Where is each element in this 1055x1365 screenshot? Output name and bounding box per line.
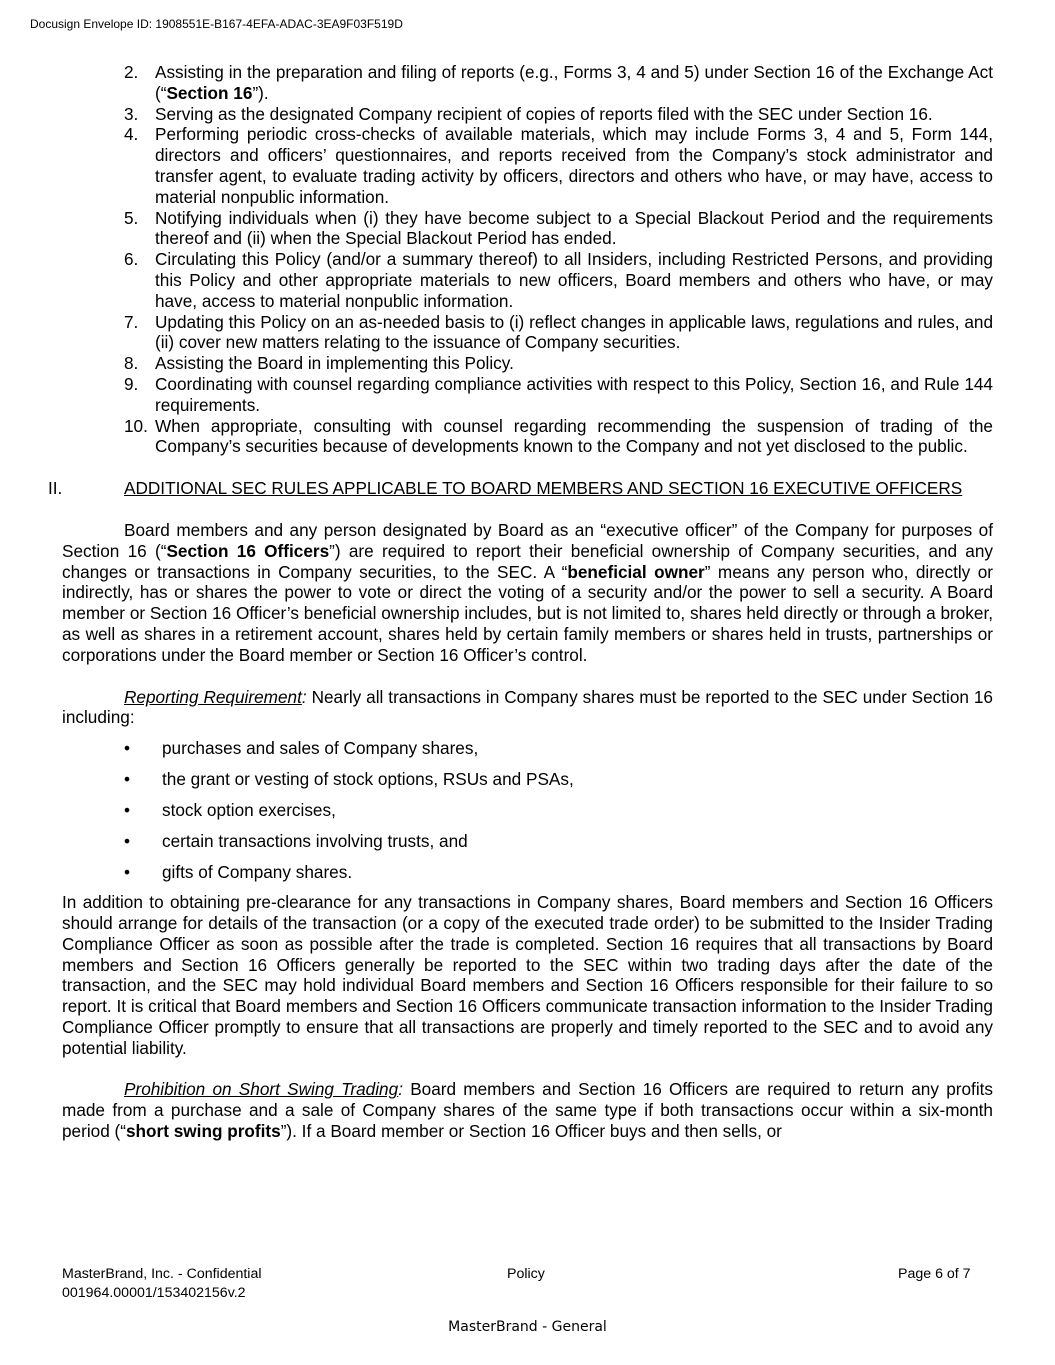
bullet-item <box>62 800 993 831</box>
bullet-icon: • <box>124 769 131 790</box>
bullet-item <box>62 769 993 800</box>
text-run: beneficial owner <box>567 561 705 582</box>
bullet-text: the grant or vesting of stock options, RSUs and PSAs, <box>162 769 574 790</box>
footer-doc-type: Policy <box>507 1266 545 1282</box>
numbered-item <box>124 373 993 416</box>
text-run: Circulating this Policy (and/or a summary thereof) to all Insiders, including Restricted Persons, and providing this Policy and other appropriate materials to new officers, Board members and others who have, or may have, access to material nonpublic information. <box>155 249 993 311</box>
bullet-item <box>62 738 993 769</box>
numbered-item <box>124 124 993 207</box>
footer-company: MasterBrand, Inc. - Confidential <box>62 1266 262 1282</box>
bullet-text: stock option exercises, <box>162 800 336 821</box>
text-run: ”) are required to report their beneficial ownership of Company securities, and any changes or transactions in Company securities, to the SEC. A “ <box>62 540 994 582</box>
bullet-text: certain transactions involving trusts, and <box>162 831 468 852</box>
footer-doc-number: 001964.00001/153402156v.2 <box>62 1285 246 1301</box>
item-number: 6. <box>124 249 139 270</box>
numbered-item <box>124 249 993 311</box>
text-run: : <box>301 686 307 707</box>
text-run: Nearly all transactions in Company shares must be reported to the SEC under Section 16 including: <box>62 686 993 728</box>
numbered-item <box>124 415 993 458</box>
bullet-item <box>62 831 993 862</box>
text-run: Assisting in the preparation and filing of reports (e.g., Forms 3, 4 and 5) under Section 16 of the Exchange Act (“ <box>155 62 993 103</box>
paragraph-reporting-requirement <box>62 687 993 729</box>
numbered-item <box>124 103 993 125</box>
paragraph-preclearance <box>62 892 993 1058</box>
numbered-item <box>124 311 993 354</box>
item-number: 7. <box>124 311 139 332</box>
bullet-list <box>62 738 993 893</box>
item-number: 10. <box>124 415 148 436</box>
text-run: Performing periodic cross-checks of available materials, which may include Forms 3, 4 and 5, Form 144, directors and officers’ questionnaires, and reports received from the Company’s stock administrator and transfer agent, to evaluate trading activity by officers, directors and others who have, or may have, access to material nonpublic information. <box>155 124 993 207</box>
text-run: Board members and any person designated by Board as an “executive officer” of the Company for purposes of Section 16 (“ <box>62 519 993 561</box>
text-run: Board members and Section 16 Officers are required to return any profits made from a purchase and a sale of Company shares of the same type if both transactions occur within a six-month period (“ <box>62 1079 994 1142</box>
numbered-item <box>124 207 993 250</box>
text-run: : <box>398 1079 403 1100</box>
item-number: 2. <box>124 62 139 82</box>
text-run: Reporting Requirement <box>124 686 302 707</box>
bullet-icon: • <box>124 862 131 883</box>
footer-page-number: Page 6 of 7 <box>898 1266 971 1282</box>
bullet-item <box>62 862 993 893</box>
bullet-text: gifts of Company shares. <box>162 862 353 883</box>
bullet-icon: • <box>124 831 131 852</box>
text-run: When appropriate, consulting with counsel regarding recommending the suspension of trading of the Company’s securities because of developments known to the Company and not yet disclosed to the public. <box>155 415 993 457</box>
page-footer <box>62 1265 993 1303</box>
document-body <box>48 62 994 1142</box>
text-run: Section 16 Officers <box>166 540 330 561</box>
section-title: ADDITIONAL SEC RULES APPLICABLE TO BOARD MEMBERS AND SECTION 16 EXECUTIVE OFFICERS <box>124 478 963 499</box>
numbered-list <box>62 62 993 457</box>
text-run: Serving as the designated Company recipient of copies of reports filed with the SEC under Section 16. <box>155 103 933 124</box>
item-number: 5. <box>124 207 139 228</box>
bullet-text: purchases and sales of Company shares, <box>162 738 479 759</box>
item-number: 8. <box>124 353 139 374</box>
paragraph-beneficial-ownership <box>62 520 993 666</box>
envelope-id: Docusign Envelope ID: 1908551E-B167-4EFA-ADAC-3EA9F03F519D <box>30 17 403 31</box>
text-run: ”). <box>252 82 269 103</box>
section-roman-numeral: II. <box>48 478 63 499</box>
numbered-item <box>124 353 993 374</box>
text-run: Section 16 <box>166 82 253 103</box>
text-run: In addition to obtaining pre-clearance for any transactions in Company shares, Board members and Section 16 Officers should arrange for details of the transaction (or a copy of the executed trade order) to be submitted to the Insider Trading Compliance Officer as soon as possible after the trade is completed. Section 16 requires that all transactions by Board members and Section 16 Officers generally be reported to the SEC within two trading days after the date of the transaction, and the SEC may hold individual Board members and Section 16 Officers responsible for their failure to so report. It is critical that Board members and Section 16 Officers communicate transaction information to the Insider Trading Compliance Officer promptly to ensure that all transactions are properly and timely reported to the SEC and to avoid any potential liability. <box>62 892 993 1058</box>
text-run: Notifying individuals when (i) they have become subject to a Special Blackout Period and the requirements thereof and (ii) when the Special Blackout Period has ended. <box>155 207 993 249</box>
text-run: ” means any person who, directly or indirectly, has or shares the power to vote or direct the voting of a security and/or the power to sell a security. A Board member or Section 16 Officer’s beneficial ownership includes, but is not limited to, shares held directly or through a broker, as well as shares in a retirement account, shares held by certain family members or shares held in trusts, partnerships or corporations under the Board member or Section 16 Officer’s control. <box>62 561 994 665</box>
text-run: short swing profits <box>126 1121 281 1142</box>
bullet-icon: • <box>124 738 131 759</box>
item-number: 3. <box>124 103 139 124</box>
item-number: 4. <box>124 124 139 145</box>
text-run: ”). If a Board member or Section 16 Officer buys and then sells, or <box>280 1121 782 1142</box>
item-number: 9. <box>124 373 139 394</box>
numbered-item <box>124 62 993 104</box>
text-run: Prohibition on Short Swing Trading <box>124 1079 399 1100</box>
bullet-icon: • <box>124 800 131 821</box>
text-run: Updating this Policy on an as-needed basis to (i) reflect changes in applicable laws, regulations and rules, and (ii) cover new matters relating to the issuance of Company securities. <box>155 311 993 353</box>
classification-label: MasterBrand - General <box>448 1319 607 1335</box>
paragraph-short-swing <box>62 1079 993 1141</box>
text-run: Assisting the Board in implementing this Policy. <box>155 353 514 374</box>
text-run: Coordinating with counsel regarding compliance activities with respect to this Policy, Section 16, and Rule 144 requirements. <box>155 373 993 415</box>
section-heading <box>48 478 993 499</box>
